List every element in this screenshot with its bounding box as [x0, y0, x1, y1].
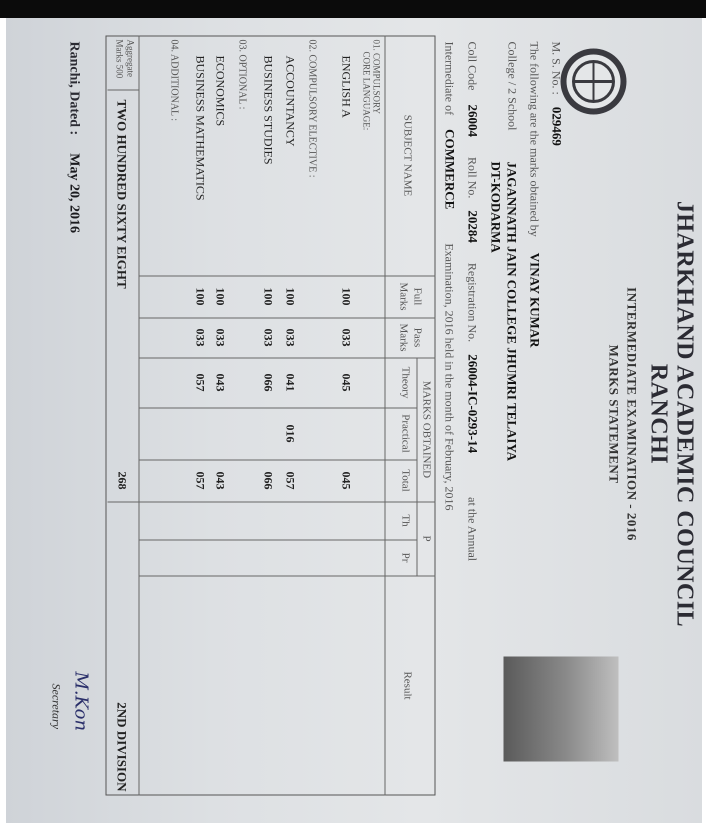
statement-title: MARKS STATEMENT	[606, 344, 622, 484]
full-marks: 100	[283, 287, 298, 306]
college-district: DT-KODARMA	[488, 161, 504, 253]
full-marks: 100	[193, 287, 208, 306]
total-marks: 057	[193, 471, 208, 490]
aggregate-total: 268	[115, 471, 130, 490]
issue-date: May 20, 2016	[66, 153, 82, 233]
registration-number: 26004-IC-0293-14	[465, 354, 481, 454]
pass-marks: 033	[213, 328, 228, 347]
ms-number-label: M. S. No. :	[549, 41, 564, 95]
college-name: JAGANNATH JAIN COLLEGE JHUMRI TELAIYA	[504, 161, 520, 462]
col-divider-pr	[140, 540, 418, 541]
subject-name: ECONOMICS	[213, 55, 228, 127]
marks-statement-document	[4, 12, 704, 817]
full-marks: 100	[261, 287, 276, 306]
table-row	[336, 36, 354, 796]
division-result	[114, 576, 130, 796]
theory-marks: 041	[283, 373, 298, 392]
theory-marks: 045	[339, 373, 354, 392]
roll-label: Roll No.	[465, 157, 480, 199]
aggregate-in-words: TWO HUNDRED SIXTY EIGHT	[114, 99, 130, 289]
section-additional: 04. ADDITIONAL :	[168, 39, 180, 122]
pass-marks: 033	[283, 328, 298, 347]
stream-name: COMMERCE	[442, 129, 458, 210]
pass-marks-header-1: Pass	[411, 327, 424, 348]
annual-text: at the Annual	[465, 497, 480, 562]
place-date-label: Ranchi, Dated :	[66, 41, 82, 136]
table-row	[210, 36, 228, 796]
theory-marks: 043	[213, 373, 228, 392]
th-header: Th	[399, 514, 412, 527]
table-row	[280, 36, 298, 796]
total-header: Total	[399, 469, 412, 492]
marks-obtained-header: MARKS OBTAINED	[420, 380, 433, 479]
section-core-language-label: CORE LANGUAGE:	[361, 51, 372, 131]
secretary-label: Secretary	[49, 683, 64, 730]
exam-line: Examination, 2016 held in the month of February, 2016	[442, 243, 457, 511]
full-marks: 100	[213, 287, 228, 306]
pass-marks: 033	[339, 328, 354, 347]
college-code: 26004	[465, 104, 481, 138]
obtained-subheader-line	[417, 358, 418, 502]
pass-marks-header-2: Marks	[397, 323, 410, 352]
table-row	[258, 36, 276, 796]
practical-marks: 016	[283, 424, 298, 443]
col-divider-practical	[140, 408, 418, 409]
full-marks-header-2: Marks	[397, 282, 410, 311]
student-name: VINAY KUMAR	[527, 252, 543, 348]
full-marks-header-1: Full	[411, 287, 424, 306]
college-label: College / 2 School	[505, 41, 520, 131]
student-photo	[504, 657, 619, 762]
col-divider-total	[140, 460, 418, 461]
full-marks: 100	[339, 287, 354, 306]
stream-row	[441, 42, 459, 511]
section-optional: 03. OPTIONAL :	[236, 39, 248, 110]
section-compulsory-label: 01. COMPULSORY	[371, 39, 382, 115]
section-compulsory-elective: 02. COMPULSORY ELECTIVE :	[306, 39, 318, 178]
subject-name: ACCOUNTANCY	[283, 55, 298, 147]
roll-number: 20284	[465, 210, 481, 243]
student-row	[526, 42, 544, 348]
subject-header: SUBJECT NAME	[401, 114, 414, 197]
p-header: P	[420, 535, 433, 542]
aggregate-label	[114, 40, 136, 79]
result-header: Result	[401, 671, 414, 700]
aggregate-label-line1: Aggregate	[125, 39, 136, 77]
total-marks: 057	[283, 471, 298, 490]
ms-number: 029469	[549, 106, 565, 146]
pass-marks: 033	[261, 328, 276, 347]
section-compulsory-core	[362, 40, 382, 131]
theory-marks: 057	[193, 373, 208, 392]
subject-name: BUSINESS MATHEMATICS	[193, 55, 208, 201]
pass-marks: 033	[193, 328, 208, 347]
total-marks: 043	[213, 471, 228, 490]
code-row	[464, 42, 482, 562]
secretary-signature: M.Kon	[70, 671, 92, 732]
subject-name: BUSINESS STUDIES	[261, 55, 276, 165]
council-emblem-icon	[559, 47, 629, 117]
date-row	[66, 42, 84, 233]
aggregate-label-divider	[108, 90, 140, 91]
ms-number-row	[548, 42, 566, 146]
registration-label: Registration No.	[465, 262, 480, 343]
p-subheader-line	[417, 502, 418, 576]
council-city: RANCHI	[645, 363, 672, 465]
theory-marks: 066	[261, 373, 276, 392]
subject-name: ENGLISH A	[339, 55, 354, 118]
exam-title: INTERMEDIATE EXAMINATION - 2016	[624, 287, 640, 541]
division-text: 2ND DIVISION	[114, 702, 130, 792]
total-marks: 066	[261, 471, 276, 490]
header-divider	[385, 36, 386, 796]
council-name: JHARKHAND ACADEMIC COUNCIL	[671, 200, 698, 628]
aggregate-label-line2: Marks 500	[114, 39, 125, 79]
level-label: Intermediate of	[442, 41, 457, 116]
aggregate-divider	[139, 36, 140, 796]
practical-header: Practical	[399, 414, 412, 453]
code-label: Coll Code	[465, 41, 480, 91]
pr-header: Pr	[399, 552, 412, 563]
marks-table	[106, 36, 436, 796]
theory-header: Theory	[399, 366, 412, 399]
table-row	[190, 36, 208, 796]
intro-text: The following are the marks obtained by	[527, 41, 542, 237]
total-marks: 045	[339, 471, 354, 490]
